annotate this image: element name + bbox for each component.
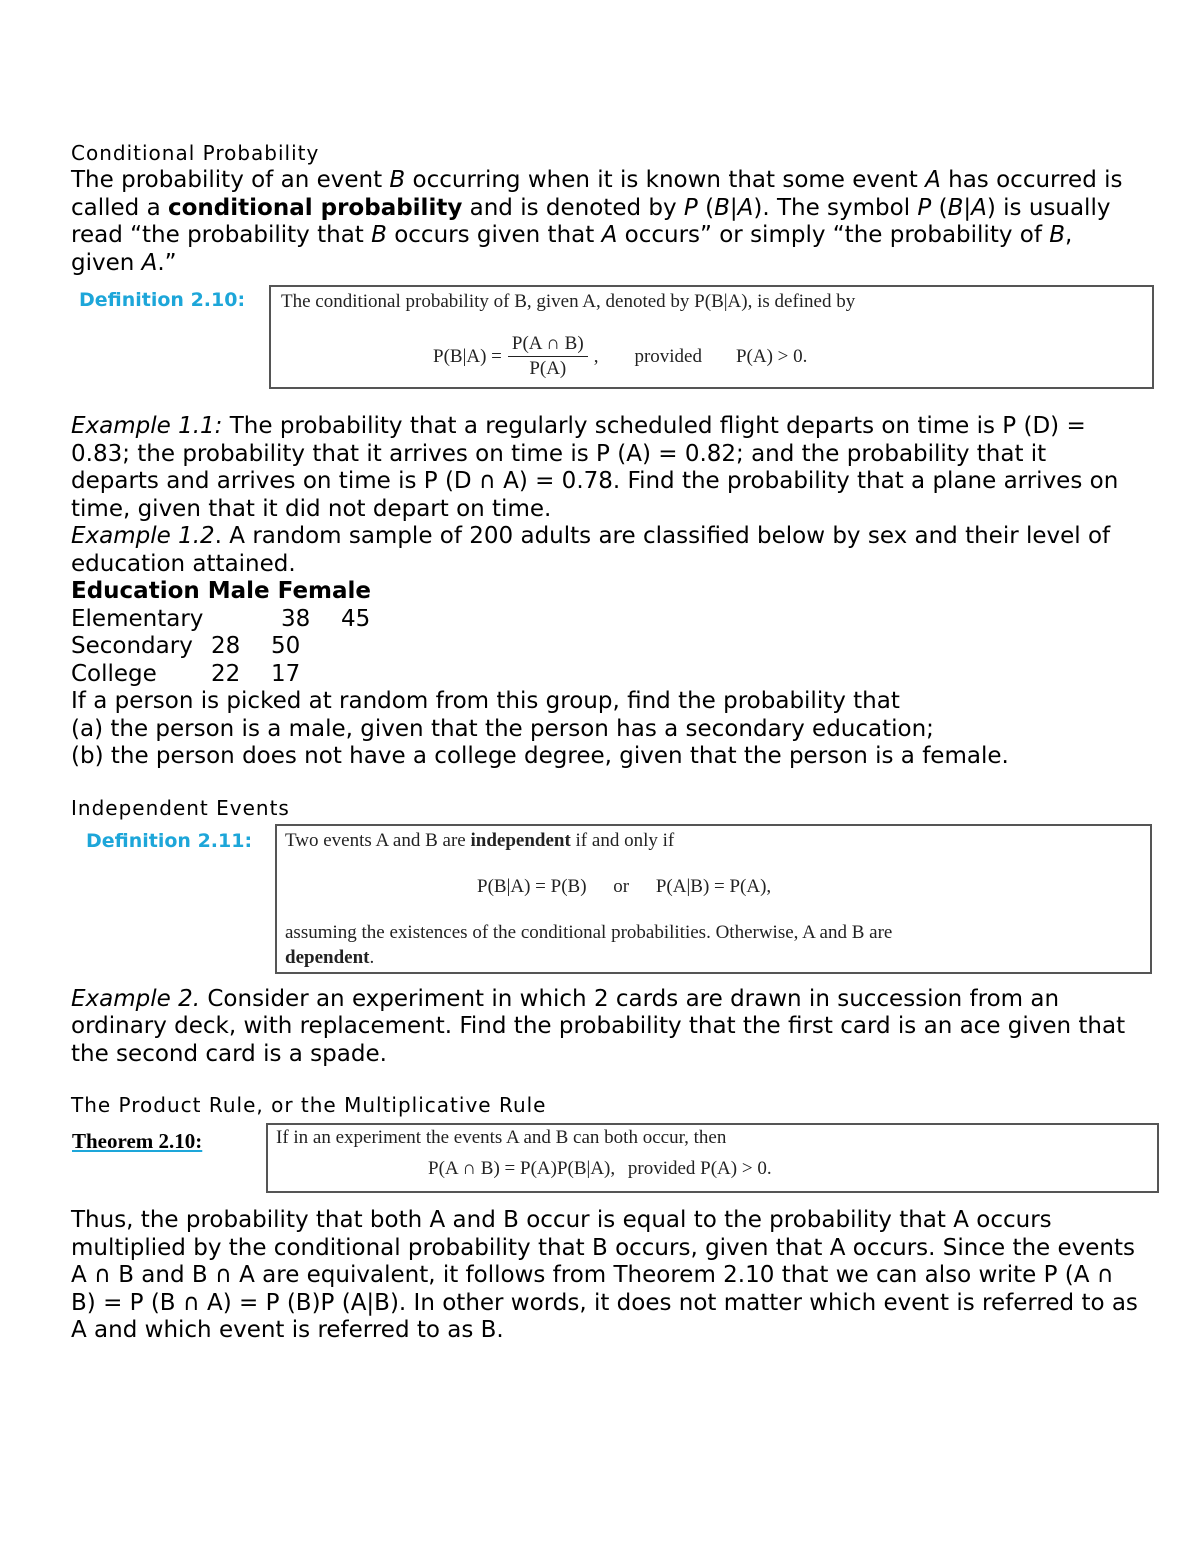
education-table: [71, 578, 1141, 688]
theorem-formula: P(A ∩ B) = P(A)P(B|A), provided P(A) > 0.: [428, 1158, 772, 1179]
theorem-label: Theorem 2.10:: [72, 1129, 203, 1153]
definition-box: [275, 824, 1152, 974]
theorem-2-10: [0, 1123, 1200, 1197]
table-row: College 22 17: [71, 660, 301, 687]
definition-label: Definition 2.10:: [79, 289, 246, 311]
document-page: [71, 140, 1141, 1345]
definition-formula: P(B|A) = P(B) or P(A|B) = P(A),: [477, 875, 772, 897]
theorem-statement: If in an experiment the events A and B can both occur, then: [276, 1127, 727, 1148]
table-row: Secondary 28 50: [71, 633, 301, 659]
conditional-probability-intro: The probability of an event B occurring when it is known that some event A has occurred is called a conditional probability and is denoted by P (B|A). The symbol P (B|A) is usually read “the probability that B occurs given that A occurs” or simply “the probability of B, given A.”: [71, 167, 1123, 276]
example-1-2-part-b: (b) the person does not have a college degree, given that the person is a female.: [71, 743, 1009, 769]
definition-note-end: dependent.: [285, 946, 375, 968]
example-1-2: Example 1.2. A random sample of 200 adults are classified below by sex and their level of education attained.: [71, 523, 1111, 577]
example-1-1: Example 1.1: The probability that a regularly scheduled flight departs on time is P (D) = 0.83; the probability that it arrives on time is P (A) = 0.82; and the probability that it departs and arrives on time is P (D ∩ A) = 0.78. Find the probability that a plane arrives on time, given that it did not depart on time.: [71, 413, 1119, 522]
definition-statement: Two events A and B are independent if and only if: [285, 829, 675, 851]
example-1-2-part-a: (a) the person is a male, given that the person has a secondary education;: [71, 715, 934, 742]
table-header: Education Male Female: [71, 578, 372, 604]
definition-statement: The conditional probability of B, given A, denoted by P(B|A), is defined by: [281, 291, 856, 312]
definition-note: assuming the existences of the conditional probabilities. Otherwise, A and B are: [285, 921, 893, 943]
definition-2-10: [0, 285, 1200, 397]
section-title-independent-events: Independent Events: [71, 795, 290, 820]
definition-box: [269, 285, 1154, 389]
definition-2-11: [0, 824, 1200, 976]
section-title-product-rule: The Product Rule, or the Multiplicative Rule: [71, 1093, 547, 1117]
table-row: Elementary 38 45: [71, 605, 371, 632]
example-1-2-question: If a person is picked at random from this group, find the probability that: [71, 688, 900, 714]
definition-formula: P(B|A) = $\frac{P(A \cap B)}{P(A)}$ , provided P(A) > 0.: [433, 333, 808, 379]
fraction: $\frac{P(A \cap B)}{P(A)}$: [508, 333, 588, 380]
theorem-box: [266, 1123, 1159, 1193]
section-title-conditional-probability: Conditional Probability: [71, 141, 320, 165]
example-2: Example 2. Consider an experiment in which 2 cards are drawn in succession from an ordinary deck, with replacement. Find the probability that the first card is an ace given that the second card is a spade.: [71, 985, 1126, 1067]
bold-term: conditional probability: [168, 194, 463, 221]
product-rule-explanation: Thus, the probability that both A and B occur is equal to the probability that A occurs multiplied by the conditional probability that B occurs, given that A occurs. Since the events A ∩ B and B ∩ A are equivalent, it follows from Theorem 2.10 that we can also write P (A ∩ B) = P (B ∩ A) = P (B)P (A|B). In other words, it does not matter which event is referred to as A and which event is referred to as B.: [71, 1207, 1138, 1343]
definition-label: Definition 2.11:: [86, 829, 253, 852]
